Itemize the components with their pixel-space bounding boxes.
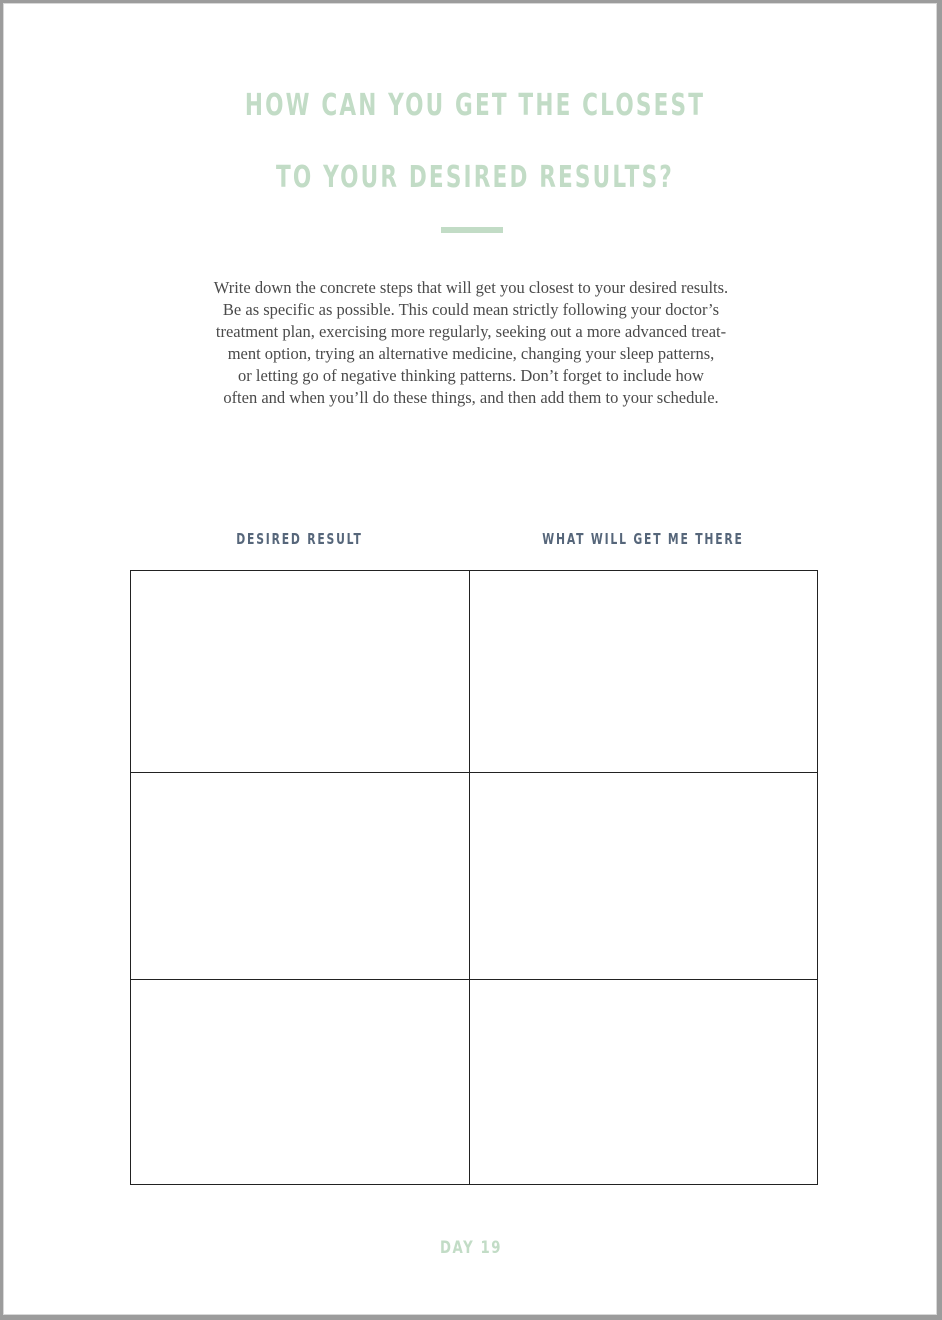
- table-cell-desired-result-3[interactable]: [131, 980, 469, 1184]
- table-cell-desired-result-1[interactable]: [131, 571, 469, 772]
- page-title-line-1: HOW CAN YOU GET THE CLOSEST: [244, 88, 706, 123]
- table-border-right: [817, 570, 818, 1185]
- column-header-desired-result: DESIRED RESULT: [236, 530, 363, 548]
- instructions-line: or letting go of negative thinking patterns. Don’t forget to include how: [238, 366, 704, 385]
- column-header-what-will-get-me-there: WHAT WILL GET ME THERE: [542, 530, 744, 548]
- instructions-paragraph: [170, 277, 772, 409]
- table-cell-plan-2[interactable]: [470, 773, 817, 979]
- table-border-bottom: [130, 1184, 818, 1185]
- instructions-line: ment option, trying an alternative medicine, changing your sleep patterns,: [227, 344, 715, 363]
- day-label: DAY 19: [439, 1238, 503, 1258]
- instructions-line: often and when you’ll do these things, and then add them to your schedule.: [223, 388, 719, 407]
- title-divider: [441, 227, 503, 233]
- table-cell-desired-result-2[interactable]: [131, 773, 469, 979]
- table-cell-plan-3[interactable]: [470, 980, 817, 1184]
- page-title-line-2: TO YOUR DESIRED RESULTS?: [275, 160, 674, 195]
- instructions-line: Be as specific as possible. This could mean strictly following your doctor’s: [222, 300, 720, 319]
- table-cell-plan-1[interactable]: [470, 571, 817, 772]
- instructions-line: treatment plan, exercising more regularly, seeking out a more advanced treat-: [215, 322, 727, 341]
- instructions-line: Write down the concrete steps that will get you closest to your desired results.: [213, 278, 729, 297]
- results-table: [130, 570, 818, 1185]
